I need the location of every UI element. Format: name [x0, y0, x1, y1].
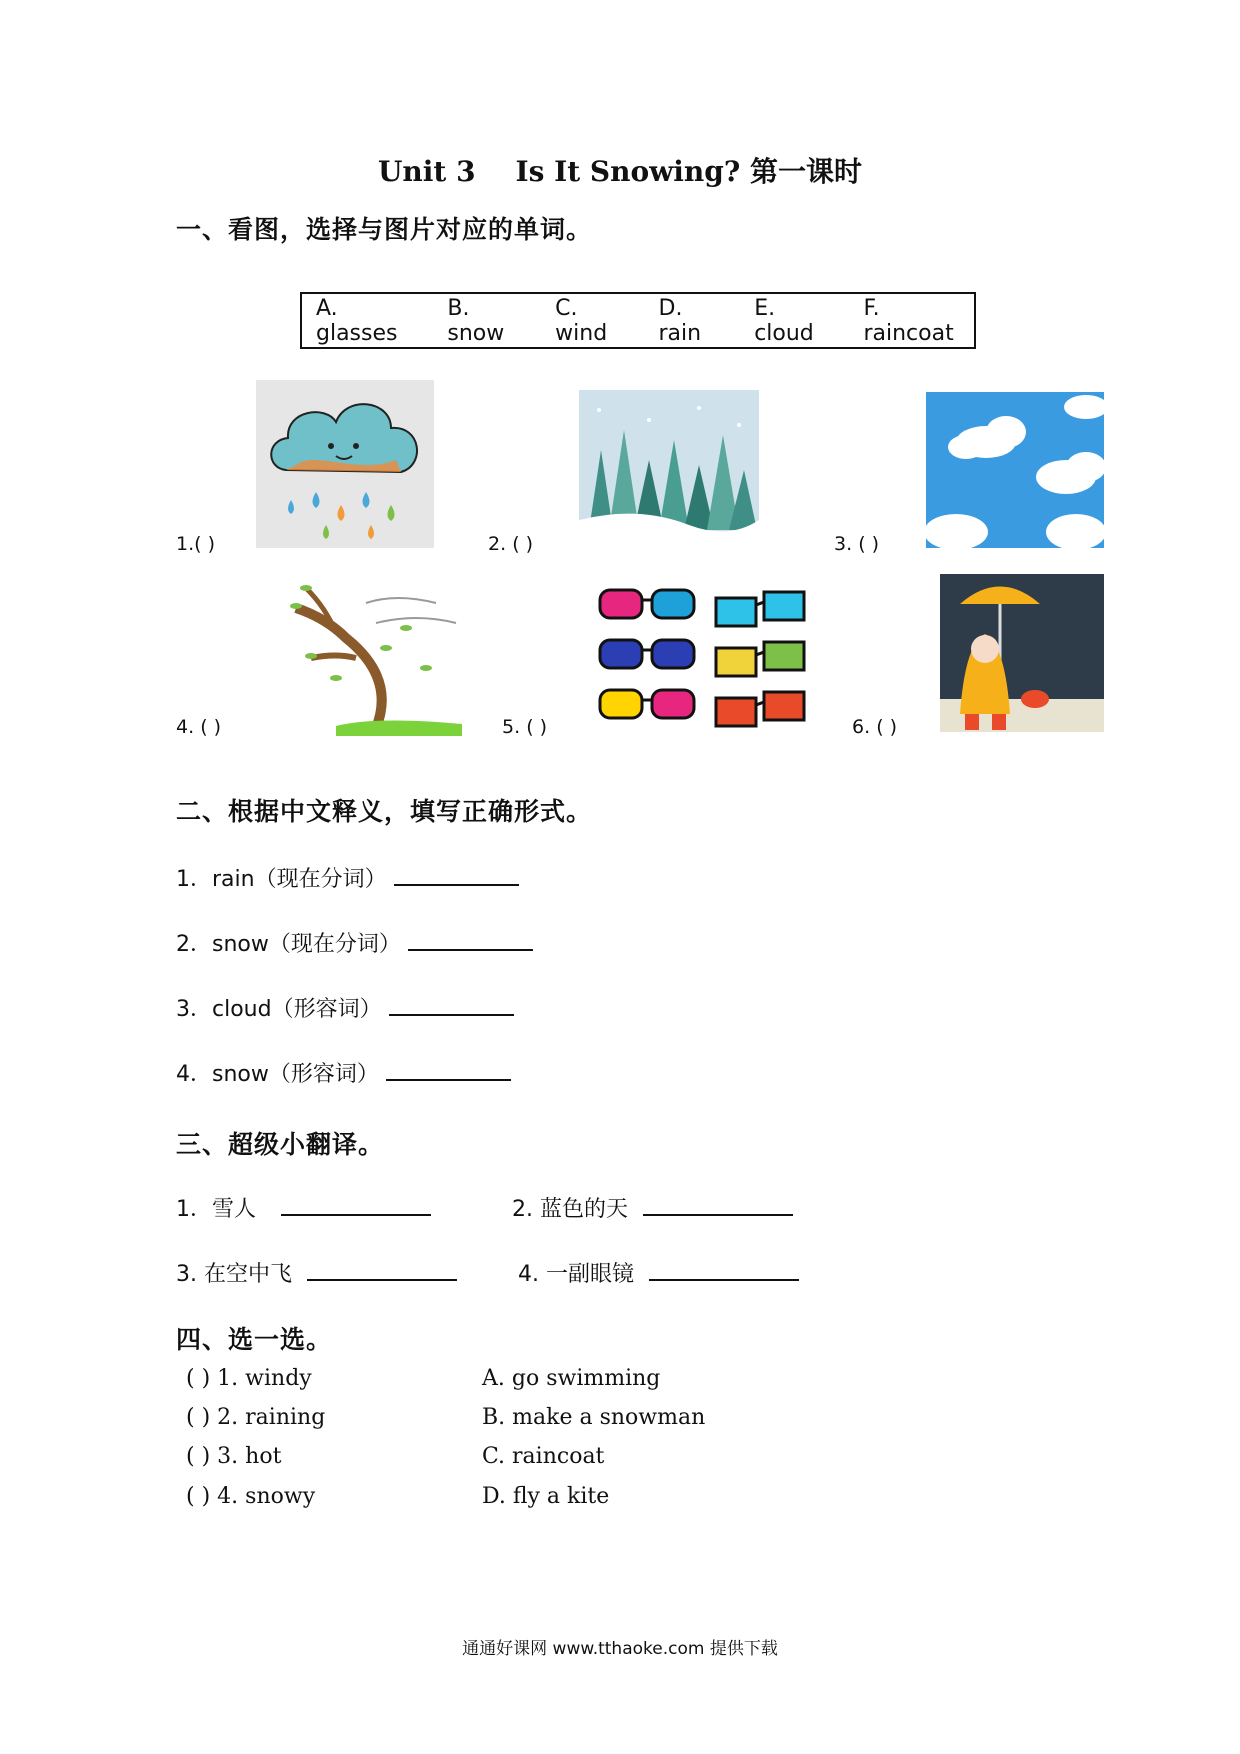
answer-blank[interactable]	[408, 927, 533, 951]
item6-number: 6. ( )	[852, 716, 898, 738]
answer-paren[interactable]: ( )	[186, 1366, 211, 1391]
match-left-item: ( ) 2. raining	[186, 1405, 326, 1430]
fill-item: 2．snow（现在分词）	[176, 927, 533, 958]
item3-number: 3. ( )	[834, 533, 880, 555]
answer-paren[interactable]: ( )	[186, 1405, 211, 1430]
translate-item: 3. 在空中飞	[176, 1257, 457, 1288]
sunglasses-picture	[598, 580, 814, 736]
item5-number: 5. ( )	[502, 716, 548, 738]
answer-blank[interactable]	[649, 1257, 799, 1281]
section4-heading: 四、选一选。	[176, 1325, 333, 1354]
section3-heading: 三、超级小翻译。	[176, 1130, 385, 1159]
lesson-label: Is It Snowing? 第一课时	[515, 155, 863, 188]
match-right-item: A. go swimming	[482, 1366, 661, 1391]
answer-blank[interactable]	[643, 1192, 793, 1216]
section2-heading: 二、根据中文释义，填写正确形式。	[176, 797, 593, 826]
fill-item: 3．cloud（形容词）	[176, 992, 514, 1023]
item4-number: 4. ( )	[176, 716, 222, 738]
page-footer: 通通好课网 www.tthaoke.com 提供下载	[462, 1639, 778, 1659]
answer-blank[interactable]	[281, 1192, 431, 1216]
item1-number: 1.( )	[176, 533, 216, 555]
fill-item: 1．rain（现在分词）	[176, 862, 519, 893]
match-right-item: C. raincoat	[482, 1444, 605, 1469]
page-title	[0, 150, 1240, 190]
answer-paren[interactable]: ( )	[186, 1484, 211, 1509]
rain-cloud-picture	[256, 380, 434, 548]
translate-item: 1．雪人	[176, 1192, 431, 1223]
match-right-item: D. fly a kite	[482, 1484, 610, 1509]
snowy-forest-picture	[579, 390, 759, 548]
translate-item: 2. 蓝色的天	[512, 1192, 793, 1223]
answer-blank[interactable]	[389, 992, 514, 1016]
section1-heading: 一、看图，选择与图片对应的单词。	[176, 215, 593, 244]
fill-item: 4．snow（形容词）	[176, 1057, 511, 1088]
word-options-box	[300, 292, 976, 349]
match-right-item: B. make a snowman	[482, 1405, 706, 1430]
unit-label: Unit 3	[377, 155, 476, 188]
answer-paren[interactable]: ( )	[186, 1444, 211, 1469]
translate-item: 4. 一副眼镜	[518, 1257, 799, 1288]
answer-blank[interactable]	[386, 1057, 511, 1081]
word-option: F. raincoat	[863, 295, 954, 346]
raincoat-child-picture	[940, 574, 1104, 732]
word-option: E. cloud	[754, 295, 814, 346]
word-option: A. glasses	[316, 295, 398, 346]
clouds-sky-picture	[926, 392, 1104, 548]
item2-number: 2. ( )	[488, 533, 534, 555]
answer-blank[interactable]	[394, 862, 519, 886]
answer-blank[interactable]	[307, 1257, 457, 1281]
match-left-item: ( ) 1. windy	[186, 1366, 312, 1391]
match-left-item: ( ) 4. snowy	[186, 1484, 316, 1509]
word-option: C. wind	[555, 295, 608, 346]
word-option: D. rain	[658, 295, 702, 346]
match-left-item: ( ) 3. hot	[186, 1444, 282, 1469]
windy-tree-picture	[276, 578, 462, 736]
word-option: B. snow	[447, 295, 505, 346]
